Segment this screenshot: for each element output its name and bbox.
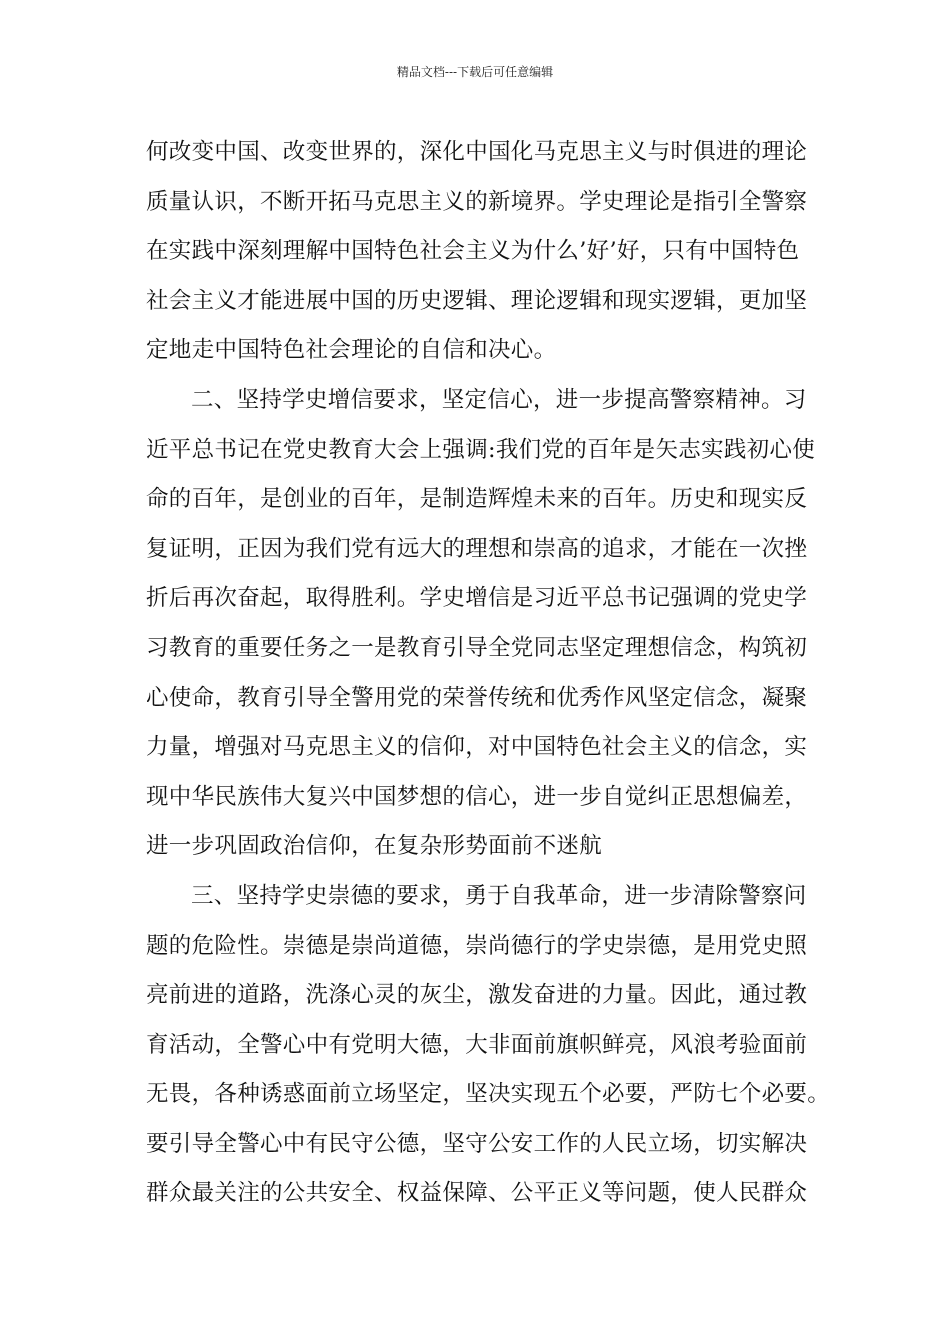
text-line: 折后再次奋起，取得胜利。学史增信是习近平总书记强调的党史学 [146,585,808,612]
text-line: 命的百年，是创业的百年，是制造辉煌未来的百年。历史和现实反 [146,486,808,513]
text-line: 在实践中深刻理解中国特色社会主义为什么’好’好，只有中国特色 [146,238,800,265]
text-line: 心使命，教育引导全警用党的荣誉传统和优秀作风坚定信念，凝聚 [146,684,808,711]
text-line: 亮前进的道路，洗涤心灵的灰尘，激发奋进的力量。因此，通过教 [146,982,808,1009]
text-line: 现中华民族伟大复兴中国梦想的信心，进一步自觉纠正思想偏差， [146,783,808,810]
page-header: 精品文档---下载后可任意编辑 [396,65,554,79]
text-line: 定地走中国特色社会理论的自信和决心。 [146,337,557,364]
text-line: 何改变中国、改变世界的，深化中国化马克思主义与时俱进的理论 [146,139,808,165]
paragraph-start-line: 二、坚持学史增信要求，坚定信心，进一步提高警察精神。习 [191,386,807,413]
text-line: 育活动，全警心中有党明大德，大非面前旗帜鲜亮，风浪考验面前 [146,1031,808,1058]
text-line: 习教育的重要任务之一是教育引导全党同志坚定理想信念，构筑初 [146,634,808,661]
text-line: 无畏，各种诱惑面前立场坚定，坚决实现五个必要，严防七个必要。 [146,1081,831,1108]
text-line: 复证明，正因为我们党有远大的理想和崇高的追求，才能在一次挫 [146,535,808,562]
text-line: 力量，增强对马克思主义的信仰，对中国特色社会主义的信念，实 [146,734,808,761]
text-line: 群众最关注的公共安全、权益保障、公平正义等问题，使人民群众 [146,1180,808,1207]
text-line: 题的危险性。崇德是崇尚道德，崇尚德行的学史崇德，是用党史照 [146,932,808,959]
text-line: 近平总书记在党史教育大会上强调:我们党的百年是矢志实践初心使 [146,436,816,463]
text-line: 要引导全警心中有民守公德，坚守公安工作的人民立场，切实解决 [146,1130,808,1157]
text-line: 质量认识，不断开拓马克思主义的新境界。学史理论是指引全警察 [146,188,808,215]
text-line: 社会主义才能进展中国的历史逻辑、理论逻辑和现实逻辑，更加坚 [146,287,808,314]
document-body [146,128,846,1219]
paragraph-start-line: 三、坚持学史崇德的要求，勇于自我革命，进一步清除警察问 [191,882,807,909]
text-line: 进一步巩固政治信仰，在复杂形势面前不迷航 [146,833,603,860]
